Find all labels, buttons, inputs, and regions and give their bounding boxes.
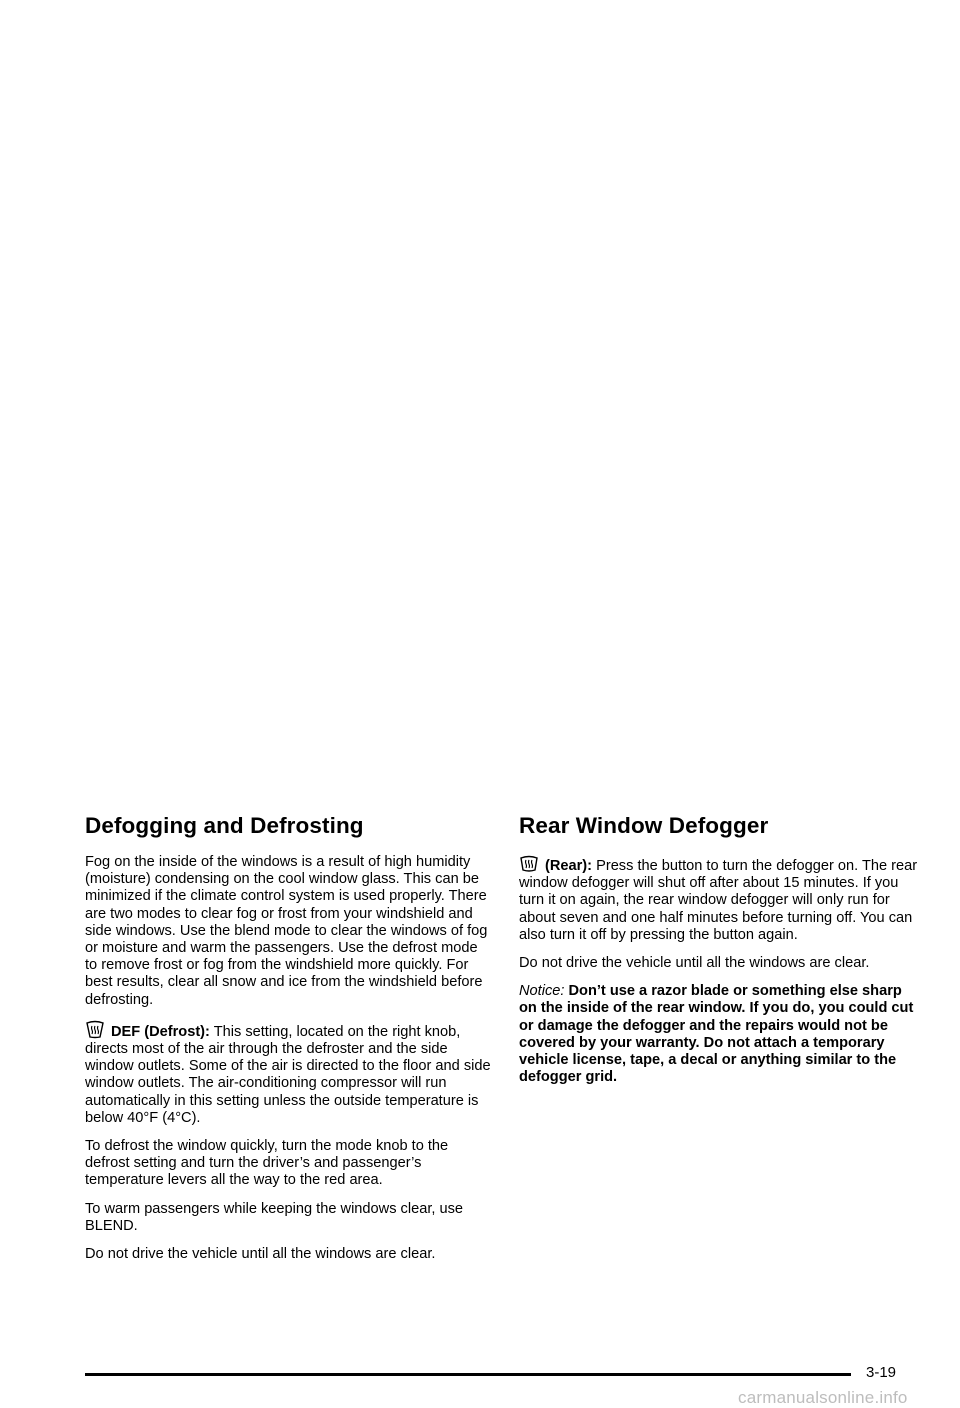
- notice-text: Don’t use a razor blade or something else sharp on the inside of the rear window. If you do, you could cut or damage the defogger and the repairs would not be covered by your warranty. Do not attach a temporary vehicle license, tape, a decal or anything similar to the defogger grid.: [519, 983, 914, 1086]
- do-not-drive-paragraph: Do not drive the vehicle until all the windows are clear.: [85, 1246, 436, 1263]
- footer-rule: [85, 1373, 851, 1376]
- notice-paragraph: [519, 983, 919, 1086]
- section-heading-defogging: Defogging and Defrosting: [85, 813, 364, 838]
- def-label: DEF (Defrost):: [111, 1023, 210, 1040]
- windshield-defrost-icon: [85, 1020, 105, 1040]
- rear-paragraph: [519, 854, 919, 944]
- rear-defog-icon: [519, 854, 539, 874]
- def-text: This setting, located on the right knob, directs most of the air through the defroster and the side window outlets. Some of the air is directed to the floor and side window outlets. The air-conditioning compressor will run automatically in this setting unless the outside temperature is below 40°F (4°C).: [85, 1023, 491, 1126]
- defrost-quickly-paragraph: To defrost the window quickly, turn the mode knob to the defrost setting and turn the driver’s and passenger’s temperature levers all the way to the red area.: [85, 1138, 449, 1189]
- rear-label: (Rear):: [545, 858, 593, 874]
- rear-text: Press the button to turn the defogger on. The rear window defogger will shut off after about 15 minutes. If you turn it on again, the rear window defogger will only run for about seven and one half minutes before turning off. You can also turn it off by pressing the button again.: [519, 858, 918, 943]
- notice-label: Notice:: [519, 983, 565, 1000]
- defogging-intro: Fog on the inside of the windows is a result of high humidity (moisture) condensing on the cool window glass. This can be minimized if the climate control system is used properly. There are two modes to clear fog or frost from your windshield and side windows. Use the blend mode to clear the windows of fog or moisture and warm the passengers. Use the defrost mode to remove frost or fog from the windshield more quickly. For best results, clear all snow and ice from the windshield before defrosting.: [85, 854, 488, 1008]
- rear-do-not-drive-paragraph: Do not drive the vehicle until all the windows are clear.: [519, 955, 870, 972]
- defogging-section: [85, 812, 493, 1274]
- def-paragraph: [85, 1020, 493, 1127]
- rear-defogger-section: [519, 812, 919, 1097]
- watermark: carmanualsonline.info: [738, 1388, 908, 1407]
- warm-passengers-paragraph: To warm passengers while keeping the windows clear, use BLEND.: [85, 1200, 464, 1234]
- page-number: 3-19: [866, 1364, 897, 1381]
- section-heading-rear-defogger: Rear Window Defogger: [519, 813, 769, 838]
